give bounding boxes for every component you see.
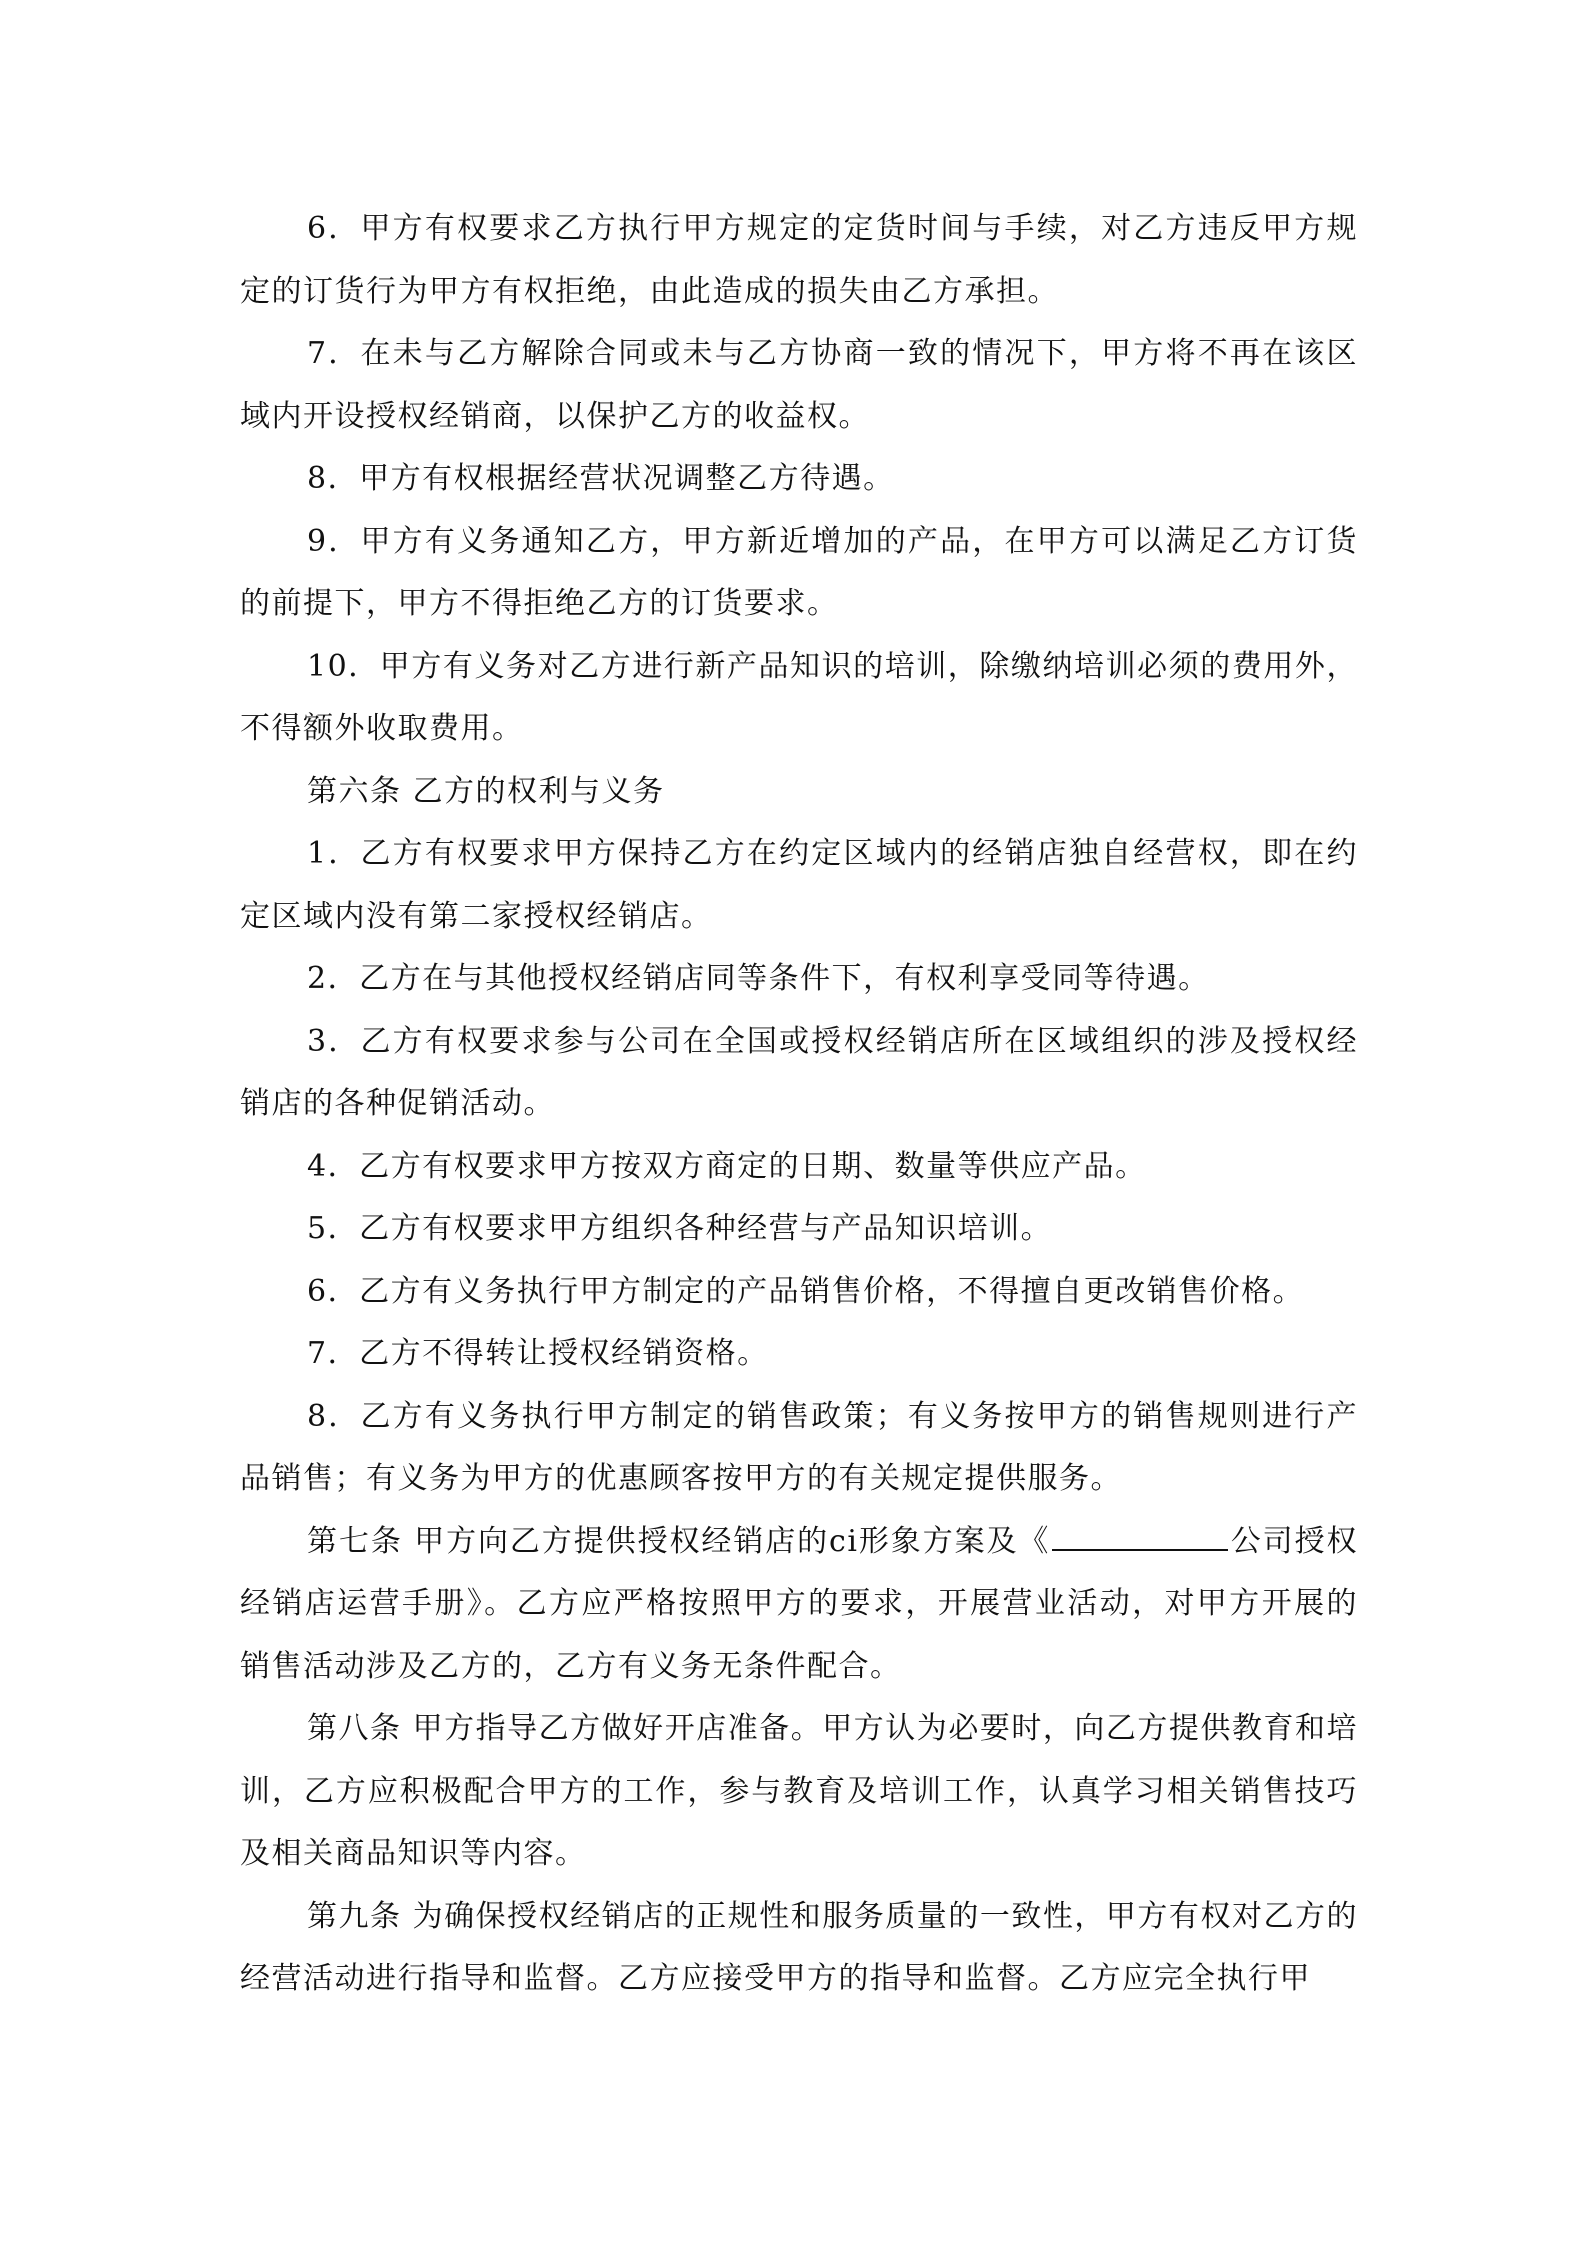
clause-party-a-9: 9．甲方有义务通知乙方，甲方新近增加的产品，在甲方可以满足乙方订货的前提下，甲方不得拒绝乙方的订货要求。 — [240, 523, 1358, 621]
clause-party-b-7: 7．乙方不得转让授权经销资格。 — [307, 1336, 769, 1371]
clause-party-a-10: 10．甲方有义务对乙方进行新产品知识的培训，除缴纳培训必须的费用外，不得额外收取费用。 — [240, 648, 1358, 746]
article-9: 第九条 为确保授权经销店的正规性和服务质量的一致性，甲方有权对乙方的经营活动进行指导和监督。乙方应接受甲方的指导和监督。乙方应完全执行甲 — [240, 1898, 1358, 1996]
document-page — [240, 198, 1358, 2011]
clause-party-b-2: 2．乙方在与其他授权经销店同等条件下，有权利享受同等待遇。 — [307, 961, 1210, 996]
clause-party-a-8: 8．甲方有权根据经营状况调整乙方待遇。 — [307, 461, 895, 496]
article-7 — [240, 1511, 1358, 1699]
clause-party-a-6: 6．甲方有权要求乙方执行甲方规定的定货时间与手续，对乙方违反甲方规定的订货行为甲方有权拒绝，由此造成的损失由乙方承担。 — [240, 211, 1358, 309]
article-6-heading: 第六条 乙方的权利与义务 — [307, 773, 665, 809]
article-8: 第八条 甲方指导乙方做好开店准备。甲方认为必要时，向乙方提供教育和培训，乙方应积极配合甲方的工作，参与教育及培训工作，认真学习相关销售技巧及相关商品知识等内容。 — [240, 1711, 1358, 1871]
article-7-text-before-blank: 第七条 甲方向乙方提供授权经销店的ci形象方案及《 — [307, 1523, 1051, 1559]
article-7-text-after-blank: 公司授权经销店运营手册》。乙方应严格按照甲方的要求，开展营业活动，对甲方开展的销售活动涉及乙方的，乙方有义务无条件配合。 — [240, 1523, 1358, 1684]
clause-party-b-5: 5．乙方有权要求甲方组织各种经营与产品知识培训。 — [307, 1211, 1053, 1246]
clause-party-b-4: 4．乙方有权要求甲方按双方商定的日期、数量等供应产品。 — [307, 1148, 1147, 1184]
clause-party-b-3: 3．乙方有权要求参与公司在全国或授权经销店所在区域组织的涉及授权经销店的各种促销活动。 — [240, 1023, 1358, 1121]
clause-party-b-6: 6．乙方有义务执行甲方制定的产品销售价格，不得擅自更改销售价格。 — [307, 1273, 1305, 1309]
clause-party-a-7: 7．在未与乙方解除合同或未与乙方协商一致的情况下，甲方将不再在该区域内开设授权经销商，以保护乙方的收益权。 — [240, 336, 1358, 434]
clause-party-b-1: 1．乙方有权要求甲方保持乙方在约定区域内的经销店独自经营权，即在约定区域内没有第二家授权经销店。 — [240, 836, 1358, 934]
clause-party-b-8: 8．乙方有义务执行甲方制定的销售政策；有义务按甲方的销售规则进行产品销售；有义务为甲方的优惠顾客按甲方的有关规定提供服务。 — [240, 1398, 1358, 1496]
fill-in-blank-line[interactable] — [1052, 1519, 1228, 1551]
